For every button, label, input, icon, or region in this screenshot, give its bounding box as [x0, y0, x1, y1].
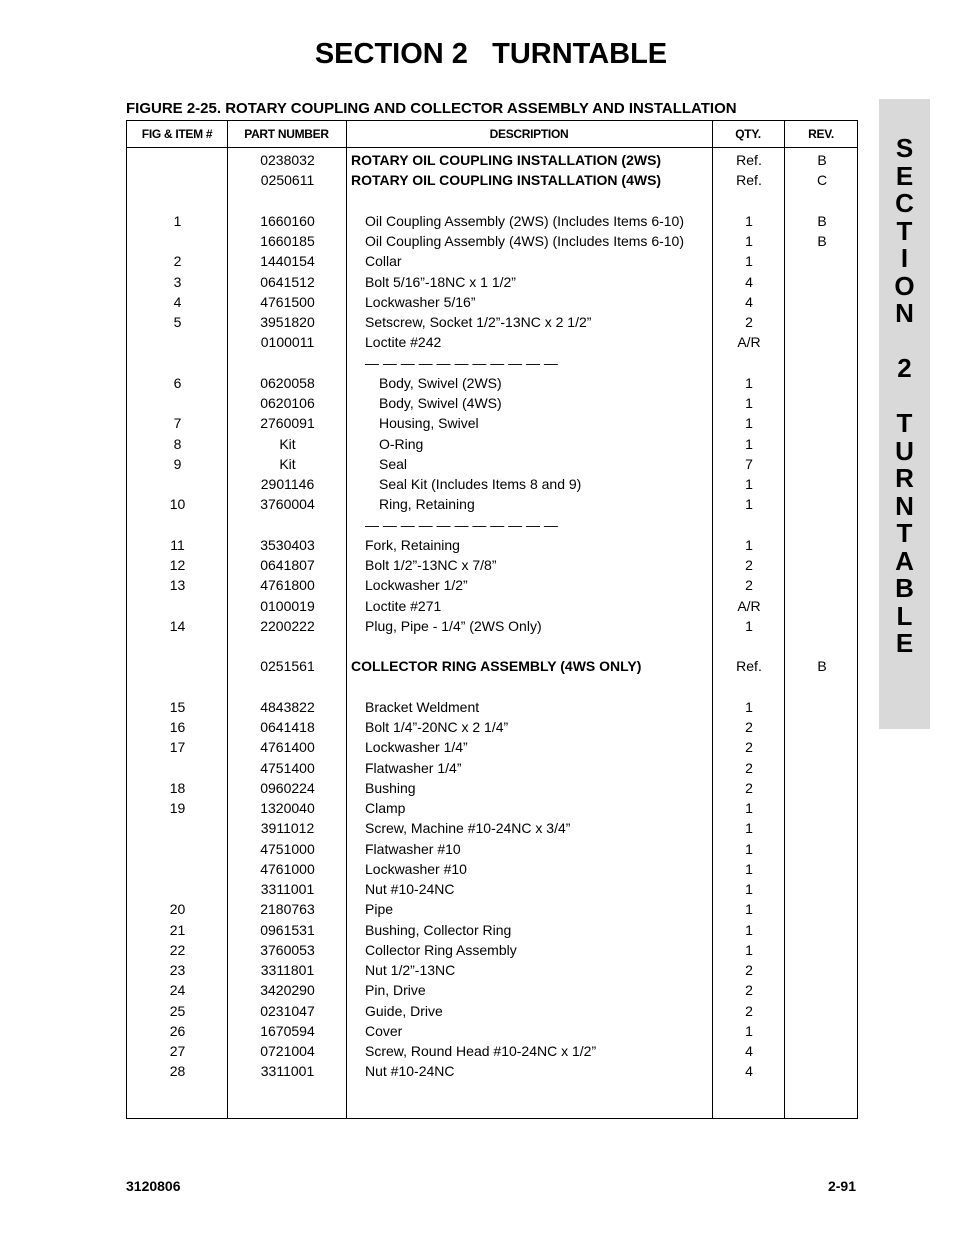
description-cell: Nut #10-24NC — [365, 881, 455, 897]
qty-cell: 1 — [745, 395, 753, 411]
qty-cell: 7 — [745, 455, 753, 472]
description-cell: Flatwasher 1/4” — [365, 759, 462, 776]
part-number-cell: 0231047 — [260, 1002, 315, 1019]
qty-cell: 1 — [745, 840, 753, 857]
fig-item-cell: 22 — [169, 941, 186, 958]
footer-document-number: 3120806 — [126, 1178, 181, 1194]
fig-item-cell: 23 — [169, 962, 186, 978]
fig-item-cell: 12 — [169, 557, 186, 573]
part-number-cell: 3311001 — [260, 1063, 315, 1080]
side-tab-letter: 2 — [897, 353, 912, 383]
fig-item-cell: 24 — [169, 982, 186, 999]
part-number-cell: 1320040 — [260, 800, 315, 816]
table-row — [127, 373, 857, 393]
qty-cell: 1 — [745, 476, 753, 492]
fig-item-cell: 2 — [173, 253, 182, 270]
part-number-cell: 1670594 — [260, 1022, 315, 1039]
rev-cell: C — [816, 172, 828, 189]
table-row — [127, 737, 857, 757]
description-cell: — — — — — — — — — — — — [365, 516, 558, 533]
table-row — [127, 454, 857, 474]
table-row — [127, 1061, 857, 1081]
table-row — [127, 332, 857, 352]
table-row — [127, 778, 857, 798]
description-cell: Loctite #271 — [365, 597, 442, 614]
header-qty: QTY. — [735, 127, 761, 141]
table-row — [127, 312, 857, 332]
part-number-cell: 0721004 — [260, 1043, 315, 1059]
qty-cell: 1 — [745, 374, 753, 391]
table-row — [127, 353, 857, 373]
part-number-cell: 0250611 — [260, 172, 315, 189]
table-row — [127, 1041, 857, 1061]
table-row — [127, 879, 857, 899]
description-cell: Body, Swivel (4WS) — [379, 395, 502, 411]
description-cell: Pipe — [365, 901, 394, 918]
parts-table — [126, 120, 858, 1119]
table-row — [127, 1001, 857, 1021]
description-cell: Oil Coupling Assembly (2WS) (Includes Items 6-10) — [365, 212, 684, 229]
table-row — [127, 920, 857, 940]
side-tab-letter: N — [895, 298, 914, 328]
side-tab-letter: E — [895, 628, 914, 658]
table-header-row — [127, 121, 857, 148]
side-tab-letter: U — [895, 435, 914, 466]
side-tab-letter — [879, 383, 930, 411]
qty-cell: 2 — [745, 779, 753, 796]
table-row — [127, 960, 857, 980]
description-cell: Bolt 1/2”-13NC x 7/8” — [365, 557, 497, 573]
part-number-cell: 4761800 — [260, 577, 315, 594]
description-cell: Collector Ring Assembly — [365, 941, 517, 958]
header-description: DESCRIPTION — [489, 127, 569, 141]
table-row — [127, 515, 857, 535]
description-cell: Cover — [365, 1022, 403, 1039]
part-number-cell: 3911012 — [260, 820, 315, 837]
description-cell: Nut 1/2”-13NC — [365, 962, 456, 978]
header-fig-item: FIG & ITEM # — [141, 127, 213, 141]
fig-item-cell: 21 — [169, 921, 186, 938]
description-cell: Plug, Pipe - 1/4” (2WS Only) — [365, 617, 542, 634]
fig-item-cell: 10 — [169, 496, 186, 513]
fig-item-cell: 20 — [169, 901, 186, 918]
part-number-cell: Kit — [279, 435, 296, 452]
qty-cell: 2 — [745, 314, 753, 330]
description-cell: Flatwasher #10 — [365, 840, 461, 857]
qty-cell: 2 — [745, 962, 753, 978]
qty-cell: A/R — [737, 597, 761, 614]
part-number-cell: 4761000 — [260, 860, 315, 877]
part-number-cell: 3530403 — [260, 536, 315, 553]
part-number-cell: 0251561 — [260, 658, 315, 675]
part-number-cell: 0620058 — [260, 374, 315, 391]
fig-item-cell: 3 — [173, 273, 182, 290]
qty-cell: 4 — [745, 293, 753, 310]
footer-page-number: 2-91 — [827, 1178, 856, 1194]
table-row — [127, 272, 857, 292]
part-number-cell: 0641512 — [260, 273, 315, 290]
fig-item-cell: 4 — [173, 293, 182, 310]
rev-cell: B — [817, 212, 827, 229]
part-number-cell: 3311001 — [260, 881, 315, 897]
qty-cell: 1 — [745, 901, 753, 918]
qty-cell: 4 — [745, 1063, 753, 1080]
description-cell: Lockwasher #10 — [365, 860, 467, 877]
table-row — [127, 413, 857, 433]
description-cell: O-Ring — [379, 435, 424, 452]
qty-cell: 4 — [745, 273, 753, 290]
fig-item-cell: 16 — [169, 719, 186, 735]
table-row — [127, 150, 857, 170]
figure-caption: FIGURE 2-25. ROTARY COUPLING AND COLLECTOR ASSEMBLY AND INSTALLATION — [126, 100, 737, 117]
qty-cell: Ref. — [736, 658, 762, 675]
fig-item-cell: 28 — [169, 1063, 186, 1080]
qty-cell: 1 — [745, 921, 753, 938]
part-number-cell: 0100011 — [260, 334, 315, 351]
part-number-cell: 0620106 — [260, 395, 315, 411]
fig-item-cell: 7 — [173, 415, 182, 432]
description-cell: ROTARY OIL COUPLING INSTALLATION (4WS) — [351, 172, 662, 189]
table-row — [127, 393, 857, 413]
side-tab-letter: O — [894, 270, 915, 301]
part-number-cell: 1660160 — [260, 212, 315, 229]
description-cell: Nut #10-24NC — [365, 1063, 455, 1080]
table-row — [127, 231, 857, 251]
header-rev: REV. — [808, 127, 834, 141]
part-number-cell: 0100019 — [260, 597, 315, 614]
description-cell: Setscrew, Socket 1/2”-13NC x 2 1/2” — [365, 314, 592, 330]
qty-cell: 1 — [745, 212, 753, 229]
table-row — [127, 292, 857, 312]
table-row — [127, 980, 857, 1000]
table-row — [127, 717, 857, 737]
part-number-cell: 2200222 — [260, 617, 315, 634]
qty-cell: Ref. — [736, 172, 762, 189]
table-row — [127, 211, 857, 231]
side-tab-letter: T — [896, 518, 913, 548]
description-cell: Bushing — [365, 779, 416, 796]
side-tab-letter: B — [895, 573, 914, 603]
fig-item-cell: 25 — [169, 1002, 186, 1019]
part-number-cell: 3760004 — [260, 496, 315, 513]
part-number-cell: 4843822 — [260, 698, 315, 715]
side-tab-letter: T — [896, 215, 913, 246]
description-cell: Collar — [365, 253, 402, 270]
description-cell: Fork, Retaining — [365, 536, 460, 553]
part-number-cell: 2901146 — [260, 476, 315, 492]
part-number-cell: 1440154 — [260, 253, 315, 270]
table-row — [127, 494, 857, 514]
part-number-cell: 4751400 — [260, 759, 315, 776]
qty-cell: 1 — [745, 435, 753, 452]
part-number-cell: 2760091 — [260, 415, 315, 432]
qty-cell: A/R — [737, 334, 761, 351]
side-tab-letter: A — [895, 545, 914, 576]
qty-cell: 4 — [745, 1043, 753, 1059]
description-cell: Bolt 1/4”-20NC x 2 1/4” — [365, 719, 509, 735]
qty-cell: 2 — [745, 719, 753, 735]
part-number-cell: 4761400 — [260, 739, 315, 756]
table-row — [127, 656, 857, 676]
page-title: SECTION 2 TURNTABLE — [314, 38, 668, 70]
table-row — [127, 596, 857, 616]
table-row — [127, 616, 857, 636]
description-cell: Screw, Machine #10-24NC x 3/4” — [365, 820, 571, 837]
table-row — [127, 697, 857, 717]
side-tab-letter: T — [896, 408, 913, 438]
description-cell: Lockwasher 1/2” — [365, 577, 468, 594]
fig-item-cell: 14 — [169, 617, 186, 634]
table-row — [127, 251, 857, 271]
table-row — [127, 555, 857, 575]
qty-cell: 1 — [745, 496, 753, 513]
description-cell: Body, Swivel (2WS) — [379, 374, 502, 391]
table-row — [127, 818, 857, 838]
side-tab-letter: E — [895, 160, 914, 191]
qty-cell: 1 — [745, 800, 753, 816]
qty-cell: Ref. — [736, 152, 762, 168]
description-cell: Lockwasher 1/4” — [365, 739, 468, 756]
qty-cell: 1 — [745, 941, 753, 958]
part-number-cell: 0238032 — [260, 152, 315, 168]
description-cell: Bracket Weldment — [365, 698, 480, 715]
qty-cell: 1 — [745, 698, 753, 715]
part-number-cell: 3311801 — [260, 962, 315, 978]
part-number-cell: 3420290 — [260, 982, 315, 999]
description-cell: Seal Kit (Includes Items 8 and 9) — [379, 476, 582, 492]
qty-cell: 2 — [745, 982, 753, 999]
part-number-cell: 0960224 — [260, 779, 315, 796]
description-cell: Guide, Drive — [365, 1002, 443, 1019]
description-cell: Bolt 5/16”-18NC x 1 1/2” — [365, 273, 516, 290]
side-tab-letter: C — [895, 188, 914, 218]
description-cell: Housing, Swivel — [379, 415, 479, 432]
side-tab-letters — [879, 135, 930, 658]
table-row — [127, 434, 857, 454]
fig-item-cell: 13 — [169, 577, 186, 594]
rev-cell: B — [817, 233, 827, 249]
qty-cell: 2 — [745, 1002, 753, 1019]
part-number-cell: 4751000 — [260, 840, 315, 857]
fig-item-cell: 27 — [169, 1043, 186, 1059]
qty-cell: 2 — [745, 759, 753, 776]
table-row — [127, 839, 857, 859]
description-cell: Screw, Round Head #10-24NC x 1/2” — [365, 1043, 597, 1059]
side-tab-letter: L — [896, 600, 913, 631]
part-number-cell: 3951820 — [260, 314, 315, 330]
fig-item-cell: 19 — [169, 800, 186, 816]
part-number-cell: 0961531 — [260, 921, 315, 938]
table-body — [127, 147, 857, 1118]
header-part-number: PART NUMBER — [244, 127, 329, 141]
table-row — [127, 940, 857, 960]
description-cell: ROTARY OIL COUPLING INSTALLATION (2WS) — [351, 152, 662, 168]
qty-cell: 1 — [745, 253, 753, 270]
fig-item-cell: 5 — [173, 314, 182, 330]
fig-item-cell: 15 — [169, 698, 186, 715]
rev-cell: B — [817, 152, 827, 168]
fig-item-cell: 9 — [173, 455, 182, 472]
qty-cell: 2 — [745, 557, 753, 573]
part-number-cell: 2180763 — [260, 901, 315, 918]
description-cell: Clamp — [365, 800, 406, 816]
table-row — [127, 170, 857, 190]
part-number-cell: 3760053 — [260, 941, 315, 958]
description-cell: COLLECTOR RING ASSEMBLY (4WS ONLY) — [351, 658, 642, 675]
description-cell: Ring, Retaining — [379, 496, 475, 513]
table-row — [127, 758, 857, 778]
part-number-cell: 1660185 — [260, 233, 315, 249]
qty-cell: 1 — [745, 617, 753, 634]
fig-item-cell: 6 — [173, 374, 182, 391]
section-side-tab — [879, 99, 930, 729]
fig-item-cell: 1 — [173, 212, 182, 229]
table-row — [127, 1021, 857, 1041]
qty-cell: 1 — [745, 1022, 753, 1039]
qty-cell: 1 — [745, 536, 753, 553]
table-row — [127, 798, 857, 818]
side-tab-letter: R — [895, 463, 914, 493]
description-cell: — — — — — — — — — — — — [365, 354, 558, 371]
side-tab-letter: S — [895, 133, 914, 163]
table-row — [127, 535, 857, 555]
description-cell: Pin, Drive — [365, 982, 426, 999]
fig-item-cell: 8 — [173, 435, 182, 452]
qty-cell: 2 — [745, 739, 753, 756]
qty-cell: 1 — [745, 233, 753, 249]
table-row — [127, 859, 857, 879]
qty-cell: 1 — [745, 860, 753, 877]
qty-cell: 1 — [745, 820, 753, 837]
qty-cell: 1 — [745, 881, 753, 897]
fig-item-cell: 26 — [169, 1022, 186, 1039]
description-cell: Seal — [379, 455, 408, 472]
description-cell: Loctite #242 — [365, 334, 442, 351]
description-cell: Oil Coupling Assembly (4WS) (Includes Items 6-10) — [365, 233, 684, 249]
side-tab-letter: I — [900, 243, 909, 273]
part-number-cell: 0641418 — [260, 719, 315, 735]
description-cell: Bushing, Collector Ring — [365, 921, 512, 938]
table-row — [127, 899, 857, 919]
fig-item-cell: 17 — [169, 739, 186, 756]
table-row — [127, 575, 857, 595]
side-tab-letter: N — [895, 490, 914, 521]
description-cell: Lockwasher 5/16” — [365, 293, 476, 310]
rev-cell: B — [817, 658, 827, 675]
side-tab-letter — [879, 328, 930, 356]
qty-cell: 1 — [745, 415, 753, 432]
qty-cell: 2 — [745, 577, 753, 594]
part-number-cell: Kit — [279, 455, 296, 472]
table-row — [127, 474, 857, 494]
part-number-cell: 4761500 — [260, 293, 315, 310]
fig-item-cell: 18 — [169, 779, 186, 796]
part-number-cell: 0641807 — [260, 557, 315, 573]
fig-item-cell: 11 — [170, 536, 185, 553]
